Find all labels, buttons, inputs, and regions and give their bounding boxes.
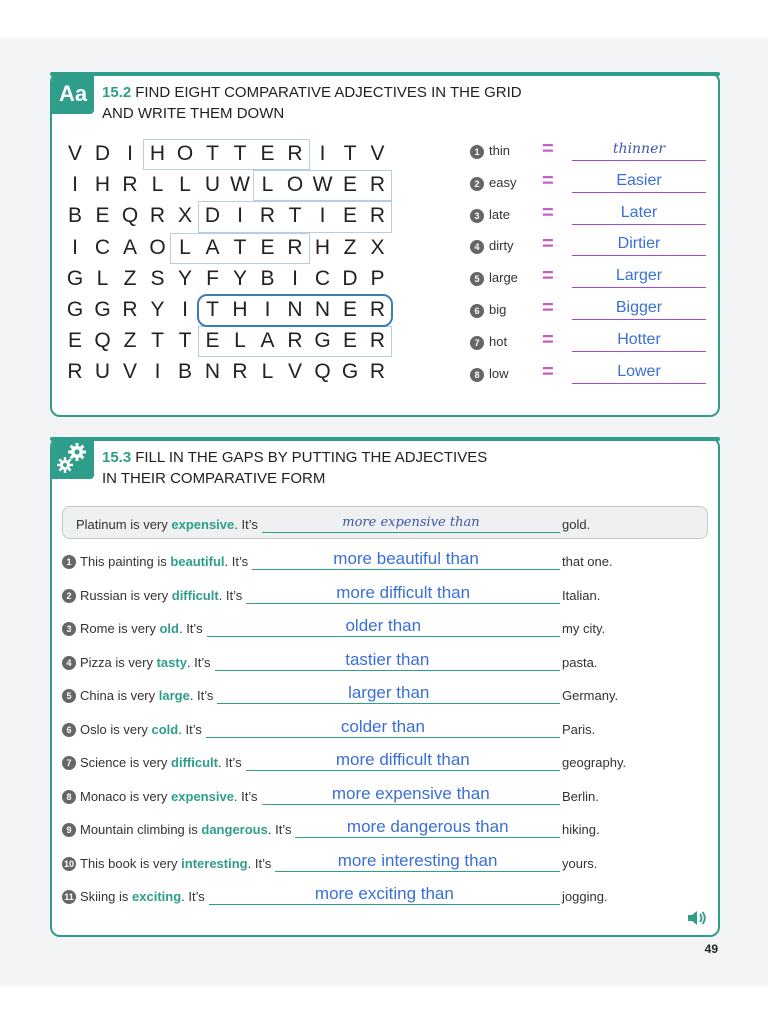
answer-input[interactable]: Lower xyxy=(617,362,661,380)
title-line-2: AND WRITE THEM DOWN xyxy=(102,105,285,122)
grid-letter: R xyxy=(369,204,386,228)
item-number-badge: 4 xyxy=(62,656,76,670)
answer-line xyxy=(572,351,706,352)
grid-letter: L xyxy=(234,329,246,353)
answer-input[interactable]: Easier xyxy=(616,171,662,189)
grid-letter: T xyxy=(206,142,219,165)
sentence-start: Russian is very xyxy=(80,587,172,603)
sentence-end: yours. xyxy=(562,855,598,871)
answer-line xyxy=(572,383,706,384)
grid-letter: I xyxy=(319,142,326,165)
sentence-row xyxy=(62,649,682,676)
grid-letter: E xyxy=(205,329,220,353)
answer-row xyxy=(470,265,710,295)
gap-line xyxy=(206,737,560,738)
sentence-start: Pizza is very xyxy=(80,654,157,670)
grid-letter: Y xyxy=(232,266,247,290)
answer-line xyxy=(572,192,706,193)
grid-letter: Y xyxy=(177,266,192,290)
gap-answer[interactable]: more difficult than xyxy=(335,750,470,769)
sentence-row xyxy=(62,819,682,843)
sentence-prompt xyxy=(76,517,258,532)
grid-letter: I xyxy=(127,142,133,165)
gap-answer[interactable]: more interesting than xyxy=(337,850,498,870)
sentence-row xyxy=(62,752,682,776)
equals-sign: = xyxy=(542,297,554,319)
equals-sign: = xyxy=(542,360,554,383)
base-adjective: large xyxy=(489,270,518,286)
base-adjective: big xyxy=(489,302,507,317)
grid-letter: Z xyxy=(343,235,357,259)
grid-letter: I xyxy=(72,235,78,259)
sentence-its: . It’s xyxy=(217,755,242,770)
grid-letter: R xyxy=(287,329,303,353)
gap-line xyxy=(275,871,560,872)
sentence-prompt xyxy=(80,755,242,770)
gap-line xyxy=(252,569,560,570)
grid-letter: P xyxy=(370,266,385,290)
grid-letter: L xyxy=(151,173,164,197)
grid-letter: R xyxy=(287,142,303,165)
answer-row xyxy=(470,202,710,232)
item-number-badge: 2 xyxy=(62,589,76,603)
item-number-badge: 7 xyxy=(62,756,76,770)
grid-letter: C xyxy=(314,266,331,290)
gap-line xyxy=(217,703,560,704)
gap-answer[interactable]: larger than xyxy=(348,683,430,702)
base-adjective: dirty xyxy=(489,238,514,254)
equals-sign: = xyxy=(542,201,554,224)
grid-letter: L xyxy=(261,360,274,384)
grid-letter: A xyxy=(205,235,220,259)
grid-letter: W xyxy=(230,173,250,197)
grid-letter: G xyxy=(66,266,84,290)
gap-line xyxy=(209,904,560,905)
base-adjective: low xyxy=(489,365,509,381)
grid-letter: B xyxy=(177,360,192,384)
grid-letter: O xyxy=(286,173,304,197)
answer-input[interactable]: Later xyxy=(620,203,658,221)
grid-letter: H xyxy=(314,235,331,259)
answer-line xyxy=(572,319,706,320)
grid-letter: V xyxy=(67,142,82,165)
item-number-badge: 11 xyxy=(62,890,76,904)
grid-letter: D xyxy=(94,142,111,165)
grid-letter: N xyxy=(314,298,331,321)
sentence-end: Italian. xyxy=(562,587,601,603)
exercise-title xyxy=(102,447,487,489)
grid-letter: H xyxy=(232,298,248,321)
sentence-its: . It’s xyxy=(186,654,211,670)
grid-letter: X xyxy=(177,204,192,228)
grid-letter: A xyxy=(260,329,275,353)
grid-letter: I xyxy=(182,298,188,321)
grid-row xyxy=(62,202,402,230)
grid-letter: B xyxy=(67,204,82,228)
grid-letter: R xyxy=(149,204,166,228)
sentence-row xyxy=(62,618,682,642)
grid-row xyxy=(62,171,402,199)
adjective: old xyxy=(159,621,179,636)
grid-letter: R xyxy=(369,360,386,384)
grid-letter: O xyxy=(176,142,194,165)
answer-row xyxy=(470,233,710,263)
grid-letter: E xyxy=(67,329,82,353)
grid-letter: Q xyxy=(121,204,139,228)
base-adjective: thin xyxy=(489,143,510,158)
grid-letter: I xyxy=(292,266,298,290)
grid-letter: D xyxy=(204,204,221,228)
gap-answer[interactable]: more expensive than xyxy=(331,783,490,803)
grid-row xyxy=(62,140,402,168)
answer-line xyxy=(572,224,706,225)
sentence-row xyxy=(62,886,682,910)
gap-line xyxy=(207,636,560,637)
grid-letter: G xyxy=(66,298,84,321)
base-adjective: easy xyxy=(489,174,517,190)
grid-letter: V xyxy=(370,142,385,165)
sentence-end: my city. xyxy=(562,621,606,636)
grid-letter: W xyxy=(312,173,333,197)
item-number-badge: 6 xyxy=(470,304,484,318)
grid-letter: Z xyxy=(123,266,137,290)
sentence-row xyxy=(62,716,682,743)
sentence-its: . It’s xyxy=(178,721,202,737)
grid-letter: Z xyxy=(123,329,137,353)
item-number-badge: 3 xyxy=(470,209,484,223)
answer-input[interactable]: Dirtier xyxy=(617,235,661,253)
panel-top-border xyxy=(50,437,720,441)
answer-line xyxy=(572,160,706,161)
answer-line xyxy=(572,255,706,256)
sentence-its: . It’s xyxy=(218,587,243,603)
title-line-1: FILL IN THE GAPS BY PUTTING THE ADJECTIVES xyxy=(135,449,488,466)
grid-letter: I xyxy=(319,204,326,228)
grid-letter: G xyxy=(314,329,331,353)
title-line-1: FIND EIGHT COMPARATIVE ADJECTIVES IN THE GRID xyxy=(135,84,522,101)
item-number-badge: 6 xyxy=(62,723,76,737)
grid-letter: Q xyxy=(94,329,111,353)
item-number-badge: 10 xyxy=(63,858,74,869)
grid-letter: E xyxy=(260,142,275,165)
adjective: beautiful xyxy=(170,554,225,569)
sentence-prompt xyxy=(80,588,242,603)
item-number-badge: 4 xyxy=(470,240,484,254)
grid-letter: T xyxy=(288,204,302,228)
grid-row xyxy=(62,296,402,324)
grid-letter: E xyxy=(342,329,357,353)
grid-letter: A xyxy=(122,235,137,259)
grid-letter: I xyxy=(154,360,161,384)
sentence-row xyxy=(62,551,682,575)
gear-icon xyxy=(52,439,94,479)
gap-answer[interactable]: colder than xyxy=(340,716,425,736)
exercise-title xyxy=(102,82,522,124)
gap-line xyxy=(215,670,560,671)
grid-letter: N xyxy=(204,360,221,384)
sentence-end: that one. xyxy=(562,554,613,569)
sentence-start: This book is very xyxy=(80,855,182,871)
item-number-badge: 1 xyxy=(470,145,484,159)
exercise-15-2-panel xyxy=(50,72,720,417)
sentence-start: This painting is xyxy=(80,554,171,569)
grid-row xyxy=(62,234,402,262)
adjective: interesting xyxy=(181,855,248,871)
sentence-start: Oslo is very xyxy=(80,721,152,737)
item-number-badge: 3 xyxy=(62,622,76,636)
sentence-start: Mountain climbing is xyxy=(80,822,202,837)
example-sentence xyxy=(62,514,682,538)
adjective: difficult xyxy=(171,587,219,603)
sentence-row xyxy=(62,685,682,709)
sentence-start: China is very xyxy=(80,688,159,703)
audio-speaker-icon[interactable] xyxy=(686,909,708,927)
gap-line xyxy=(246,603,560,604)
sentence-end: jogging. xyxy=(562,889,608,904)
sentence-its: . It’s xyxy=(224,554,249,569)
adjective: expensive xyxy=(171,517,235,532)
grid-letter: T xyxy=(233,142,247,165)
item-number-badge: 2 xyxy=(470,177,484,191)
grid-letter: Q xyxy=(314,360,331,384)
grid-letter: U xyxy=(94,360,111,384)
adjective: cold xyxy=(151,721,179,737)
sentence-prompt xyxy=(80,889,205,904)
sentence-start: Science is very xyxy=(80,755,172,770)
exercise-number: 15.3 xyxy=(102,449,132,466)
grid-letter: I xyxy=(237,204,243,228)
answer-row xyxy=(470,170,710,200)
grid-letter: E xyxy=(95,204,110,228)
grid-letter: T xyxy=(233,235,247,259)
equals-sign: = xyxy=(542,233,554,256)
grid-letter: B xyxy=(260,266,275,290)
sentence-start: Rome is very xyxy=(80,621,160,636)
gap-answer[interactable]: more dangerous than xyxy=(346,817,509,836)
adjective: large xyxy=(158,688,190,703)
grid-letter: R xyxy=(369,298,386,321)
grid-letter: I xyxy=(72,173,78,197)
sentence-prompt xyxy=(80,822,291,837)
item-number-badge: 5 xyxy=(62,689,76,703)
grid-letter: L xyxy=(179,173,191,197)
answer-row xyxy=(470,297,710,327)
sentence-prompt xyxy=(80,688,213,703)
exercise-number: 15.2 xyxy=(102,84,132,101)
item-number-badge: 7 xyxy=(470,336,484,350)
gap-answer[interactable]: older than xyxy=(345,616,422,635)
grid-letter: I xyxy=(264,298,271,321)
grid-letter: H xyxy=(149,142,166,165)
grid-letter: U xyxy=(204,173,221,197)
adjective: exciting xyxy=(132,889,182,904)
sentence-start: Monaco is very xyxy=(80,788,172,804)
gap-line xyxy=(295,837,560,838)
adjective: expensive xyxy=(171,788,234,804)
grid-letter: R xyxy=(369,329,386,353)
grid-letter: V xyxy=(287,360,302,384)
grid-letter: V xyxy=(122,360,137,384)
sentence-row xyxy=(62,850,682,877)
gap-line xyxy=(246,770,560,771)
item-number-badge: 5 xyxy=(470,272,484,286)
grid-letter: L xyxy=(261,173,274,197)
sentence-end: hiking. xyxy=(562,822,600,837)
grid-letter: E xyxy=(342,204,357,228)
sentence-prompt xyxy=(80,856,271,871)
item-number-badge: 8 xyxy=(470,368,484,382)
sentence-prompt xyxy=(80,621,203,636)
adjective: difficult xyxy=(171,755,218,770)
answer-input[interactable]: Hotter xyxy=(617,330,661,348)
grid-letter: L xyxy=(96,266,109,290)
sentence-end: pasta. xyxy=(562,654,598,670)
grid-letter: T xyxy=(206,298,219,321)
sentence-its: . It’s xyxy=(181,889,205,904)
answer-row xyxy=(470,361,710,391)
item-number-badge: 8 xyxy=(62,790,76,804)
equals-sign: = xyxy=(542,265,554,288)
gap-answer[interactable]: more exciting than xyxy=(314,884,454,903)
adjective: dangerous xyxy=(201,822,268,837)
vocabulary-badge: Aa xyxy=(52,74,94,114)
grid-letter: G xyxy=(94,298,111,321)
sentence-prompt xyxy=(80,554,248,569)
grid-letter: R xyxy=(259,204,276,228)
sentence-prompt xyxy=(80,655,211,670)
grid-letter: R xyxy=(122,173,138,197)
grid-letter: T xyxy=(343,142,357,165)
gap-answer: more expensive than xyxy=(342,515,480,530)
sentence-end: Germany. xyxy=(562,688,619,703)
item-number-badge: 9 xyxy=(62,823,76,837)
equals-sign: = xyxy=(542,138,554,160)
grid-letter: T xyxy=(178,329,192,353)
grid-letter: R xyxy=(232,360,248,384)
sentence-its: . It’s xyxy=(234,517,258,532)
sentence-row xyxy=(62,783,682,810)
grid-letter: X xyxy=(370,235,385,259)
base-adjective: late xyxy=(489,206,510,222)
sentence-end: geography. xyxy=(562,755,627,770)
answer-input[interactable]: Larger xyxy=(615,267,663,285)
answer-input[interactable]: thinner xyxy=(612,141,666,157)
sentence-start: Platinum is very xyxy=(76,517,172,532)
grid-letter: R xyxy=(369,173,386,197)
base-adjective: hot xyxy=(489,333,508,349)
grid-letter: Y xyxy=(150,298,165,321)
title-line-2: IN THEIR COMPARATIVE FORM xyxy=(102,470,326,487)
gap-answer[interactable]: more difficult than xyxy=(336,582,471,602)
sentence-its: . It’s xyxy=(233,788,258,804)
answer-row xyxy=(470,329,710,359)
page-number: 49 xyxy=(704,942,718,956)
grid-letter: D xyxy=(342,266,358,290)
grid-letter: N xyxy=(287,298,303,321)
exercise-15-3-panel xyxy=(50,437,720,937)
equals-sign: = xyxy=(542,169,554,192)
answer-line xyxy=(572,287,706,288)
grid-letter: E xyxy=(342,298,357,321)
sentence-its: . It’s xyxy=(178,621,203,636)
sentence-its: . It’s xyxy=(189,688,214,703)
grid-letter: L xyxy=(179,235,191,259)
gap-line xyxy=(262,532,560,533)
gap-answer[interactable]: tastier than xyxy=(345,649,430,669)
item-number-badge: 1 xyxy=(62,555,76,569)
equals-sign: = xyxy=(542,328,554,351)
grid-row xyxy=(62,327,402,355)
sentence-end: Berlin. xyxy=(562,788,599,804)
sentence-prompt xyxy=(80,789,258,804)
sentence-end: Paris. xyxy=(562,721,596,737)
sentence-end: gold. xyxy=(562,517,591,532)
grid-row xyxy=(62,265,402,293)
adjective: tasty xyxy=(156,654,187,670)
gap-answer[interactable]: more beautiful than xyxy=(333,549,479,568)
sentence-its: . It’s xyxy=(267,822,292,837)
gap-line xyxy=(262,804,560,805)
grid-letter: H xyxy=(94,173,111,197)
grid-letter: R xyxy=(122,298,138,321)
grid-letter: R xyxy=(287,235,303,259)
grid-letter: E xyxy=(342,173,357,197)
grid-letter: T xyxy=(151,329,164,353)
answer-row xyxy=(470,138,710,168)
sentence-prompt xyxy=(80,722,202,737)
grid-row xyxy=(62,358,402,386)
answer-input[interactable]: Bigger xyxy=(615,299,663,316)
grid-letter: C xyxy=(94,235,111,259)
grid-letter: R xyxy=(67,360,83,384)
sentence-start: Skiing is xyxy=(80,889,133,904)
grid-letter: S xyxy=(150,266,165,290)
sentence-its: . It’s xyxy=(247,855,272,871)
sentence-row xyxy=(62,582,682,609)
grid-letter: F xyxy=(206,266,219,290)
grid-letter: E xyxy=(260,235,275,259)
grid-letter: G xyxy=(341,360,359,384)
panel-top-border xyxy=(50,72,720,76)
grid-letter: O xyxy=(149,235,166,259)
